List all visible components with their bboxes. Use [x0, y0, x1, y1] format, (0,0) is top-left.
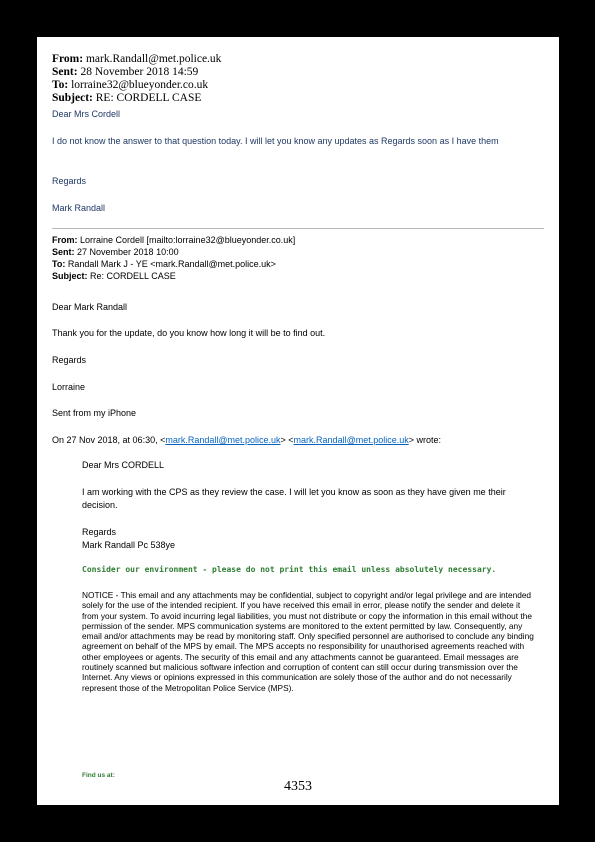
orig-subject: Subject: Re: CORDELL CASE: [52, 271, 176, 281]
header-to: To: lorraine32@blueyonder.co.uk: [52, 79, 209, 91]
original-closing: Regards: [52, 355, 87, 365]
top-header: [52, 53, 221, 105]
environment-note: Consider our environment - please do not print this email unless absolutely necessary.: [82, 565, 497, 574]
header-sent: Sent: 28 November 2018 14:59: [52, 66, 199, 78]
original-header: [52, 234, 544, 282]
orig-from: From: Lorraine Cordell [mailto:lorraine32@blueyonder.co.uk]: [52, 235, 296, 245]
quoted-greeting: Dear Mrs CORDELL: [82, 460, 165, 470]
original-name: Lorraine: [52, 382, 86, 392]
orig-to: To: Randall Mark J - YE <mark.Randall@met.police.uk>: [52, 259, 276, 269]
original-sent-from: Sent from my iPhone: [52, 408, 137, 418]
original-greeting: Dear Mark Randall: [52, 302, 128, 312]
find-us-label: Find us at:: [82, 772, 115, 779]
header-from: From: mark.Randall@met.police.uk: [52, 53, 222, 65]
reply-body: I do not know the answer to that question today. I will let you know any updates as Regards soon as I have them: [52, 136, 499, 146]
quote-line: On 27 Nov 2018, at 06:30, <mark.Randall@met.police.uk> <mark.Randall@met.police.uk> wrote:: [52, 435, 441, 445]
quoted-body: I am working with the CPS as they review the case. I will let you know as soon as they have given me their decision.: [82, 487, 506, 510]
email-link-1[interactable]: mark.Randall@met.police.uk: [165, 435, 281, 445]
header-subject: Subject: RE: CORDELL CASE: [52, 92, 202, 104]
quoted-closing: Regards: [82, 527, 117, 537]
quoted-signature: Mark Randall Pc 538ye: [82, 540, 176, 550]
original-body: Thank you for the update, do you know how long it will be to find out.: [52, 328, 326, 338]
reply-signature: Mark Randall: [52, 203, 106, 213]
reply-greeting: Dear Mrs Cordell: [52, 109, 121, 119]
divider: [52, 228, 544, 229]
email-link-2[interactable]: mark.Randall@met.police.uk: [293, 435, 409, 445]
page-number: 4353: [284, 779, 312, 794]
legal-notice: NOTICE - This email and any attachments may be confidential, subject to copyright and/or legal privilege and are intended solely for the use of the intended recipient. If you have received this email in error, please notify the sender and delete it from your system. To avoid incurring legal liabilities, you must not distribute or copy the information in this email without the permission of the sender. MPS communication systems are monitored to the extent permitted by law. Consequently, any email and/or attachments may be read by monitoring staff. Only specified personnel are authorised to conclude any binding agreement on behalf of the MPS by email. The MPS accepts no responsibility for unauthorised agreements reached with other employees or agents. The security of this email and any attachments cannot be guaranteed. Email messages are routinely scanned but malicious software infection and corruption of content can still occur during transmission over the Internet. Any views or opinions expressed in this communication are solely those of the author and do not necessarily represent those of the Metropolitan Police Service (MPS).: [82, 590, 534, 693]
orig-sent: Sent: 27 November 2018 10:00: [52, 247, 179, 257]
document-page: [37, 37, 559, 805]
reply-closing: Regards: [52, 176, 87, 186]
